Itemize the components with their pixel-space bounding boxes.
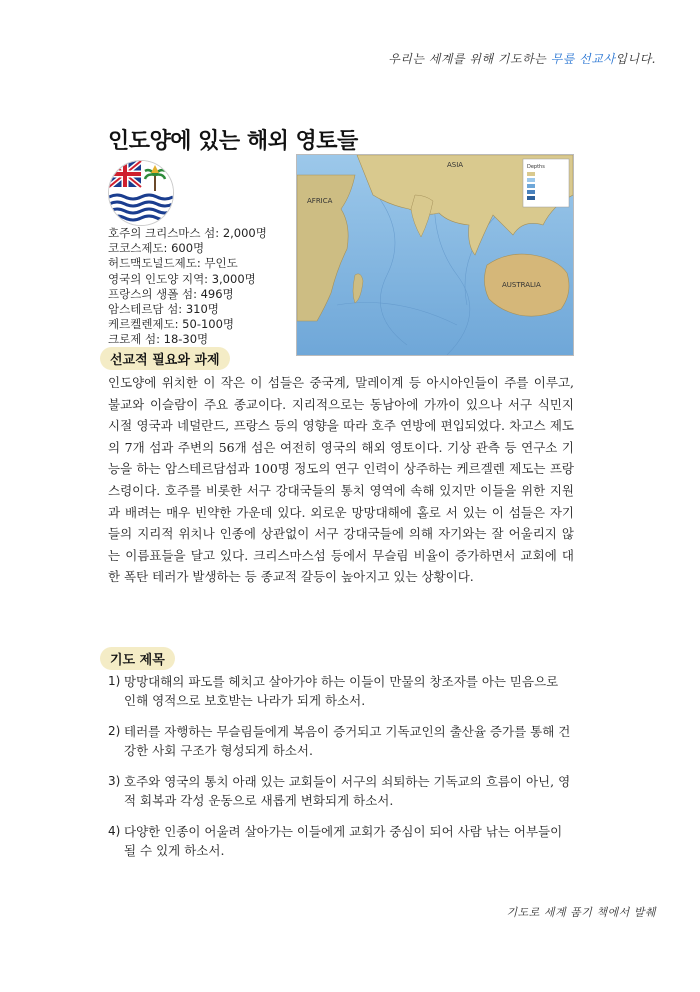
section-heading-prayer-topics: 기도 제목 xyxy=(100,647,175,670)
territory-list xyxy=(108,226,293,348)
svg-text:Depths: Depths xyxy=(527,164,545,170)
mission-needs-paragraph: 인도양에 위치한 이 작은 이 섬들은 중국계, 말레이계 등 아시아인들이 주를 이루고, 불교와 이슬람이 주요 종교이다. 지리적으로는 동남아에 가까이 있으나 서구 식민지 시절 영국과 네덜란드, 프랑스 등의 영향을 따라 호주 연방에 편입되었다. 차고스 제도의 7개 섬과 주변의 56개 섬은 여전히 영국의 해외 영토이다. 기상 관측 등 연구소 기능을 하는 암스테르담섬과 100명 정도의 연구 인력이 상주하는 케르겔렌 제도는 프랑스령이다. 호주를 비롯한 서구 강대국들의 통치 영역에 속해 있지만 이들을 위한 지원과 배려는 매우 빈약한 가운데 있다. 외로운 망망대해에 홀로 서 있는 이 섬들은 자기들의 지리적 위치나 인종에 상관없이 서구 강대국들에 의해 자기와는 잘 어울리지 않는 이름표들을 달고 있다. 크리스마스섬 등에서 무슬림 비율이 증가하면서 교회에 대한 폭탄 테러가 발생하는 등 종교적 갈등이 높아지고 있는 상황이다. xyxy=(108,375,574,585)
map-label-africa: AFRICA xyxy=(307,197,333,205)
territory-item: 크로제 섬: 18-30명 xyxy=(108,332,209,347)
prayer-item: 4) 다양한 인종이 어울려 살아가는 이들에게 교회가 중심이 되어 사람 낚는 어부들이 될 수 있게 하소서. xyxy=(108,824,563,858)
prayer-item: 1) 망망대해의 파도를 헤치고 살아가야 하는 이들이 만물의 창조자를 아는 믿음으로 인해 영적으로 보호받는 나라가 되게 하소서. xyxy=(108,674,559,708)
header-note: 우리는 세계를 위해 기도하는 무릎 선교사입니다. xyxy=(388,52,656,66)
section-heading-mission-needs: 선교적 필요와 과제 xyxy=(100,347,230,370)
prayer-item: 2) 테러를 자행하는 무슬림들에게 복음이 증거되고 기독교인의 출산율 증가를 통해 건강한 사회 구조가 형성되게 하소서. xyxy=(108,724,571,758)
header-highlight-missionary: 선교사 xyxy=(579,52,616,66)
territory-item: 케르켈렌제도: 50-100명 xyxy=(108,317,235,332)
territory-item: 영국의 인도양 지역: 3,000명 xyxy=(108,271,256,286)
map-label-australia: AUSTRALIA xyxy=(502,281,541,289)
territory-item: 호주의 크리스마스 섬: 2,000명 xyxy=(108,226,267,240)
footer-source-note: 기도로 세계 품기 책에서 발췌 xyxy=(506,906,656,919)
territory-item: 암스테르담 섬: 310명 xyxy=(108,302,219,317)
page-title: 인도양에 있는 해외 영토들 xyxy=(108,129,358,154)
prayer-list xyxy=(108,672,574,872)
indian-ocean-map xyxy=(296,154,574,356)
prayer-item: 3) 호주와 영국의 통치 아래 있는 교회들이 서구의 쇠퇴하는 기독교의 흐름이 아닌, 영적 회복과 각성 운동으로 새롭게 변화되게 하소서. xyxy=(108,774,571,808)
british-indian-ocean-territory-flag-icon xyxy=(108,160,174,226)
map-legend xyxy=(523,159,569,207)
territory-item: 코코스제도: 600명 xyxy=(108,241,205,256)
territory-item: 프랑스의 생폴 섬: 496명 xyxy=(108,286,234,301)
territory-item: 허드맥도널드제도: 무인도 xyxy=(108,256,238,271)
header-highlight-knee: 무릎 xyxy=(550,52,575,66)
map-label-asia: ASIA xyxy=(447,161,464,169)
